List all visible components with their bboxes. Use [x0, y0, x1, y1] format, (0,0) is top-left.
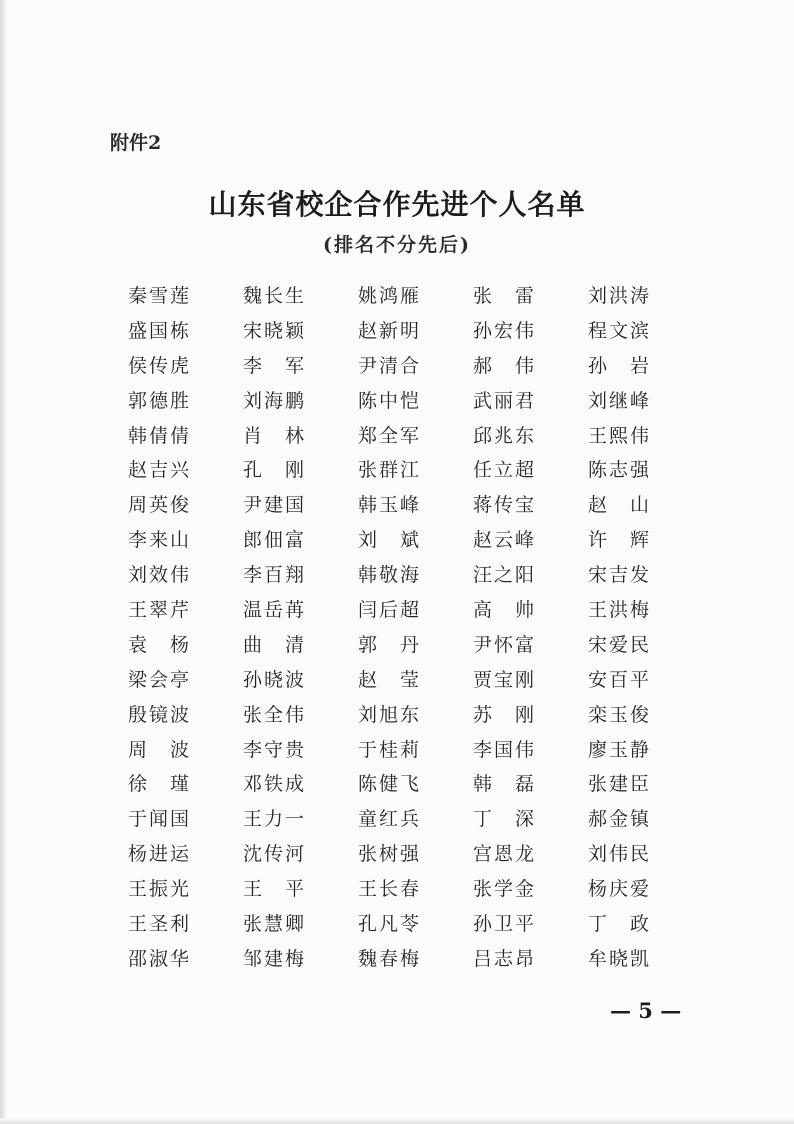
name-entry: 程文滨 — [588, 319, 652, 342]
name-entry: 廖玉静 — [588, 738, 652, 761]
name-entry: 吕志昂 — [473, 947, 537, 970]
name-entry: 张 雷 — [473, 285, 537, 307]
name-entry: 宋晓颖 — [243, 319, 307, 342]
name-entry: 周 波 — [128, 738, 192, 761]
name-entry: 徐 瑾 — [128, 773, 192, 796]
name-entry: 姚鸿雁 — [358, 285, 422, 307]
name-entry: 王熙伟 — [588, 424, 652, 447]
name-entry: 王 平 — [243, 878, 307, 901]
name-entry: 韩敬海 — [358, 564, 422, 587]
name-entry: 李 军 — [243, 354, 307, 377]
name-entry: 侯传虎 — [128, 354, 192, 377]
name-entry: 张树强 — [358, 843, 422, 866]
name-entry: 任立超 — [473, 459, 537, 482]
name-entry: 张学金 — [473, 878, 537, 901]
name-entry: 孙 岩 — [588, 354, 652, 377]
name-entry: 刘洪涛 — [588, 285, 652, 307]
name-entry: 王圣利 — [128, 913, 192, 936]
name-entry: 张慧卿 — [243, 913, 307, 936]
name-entry: 孙宏伟 — [473, 319, 537, 342]
name-entry: 盛国栋 — [128, 319, 192, 342]
page-number: — 5 — — [610, 998, 682, 1023]
name-entry: 赵 莹 — [358, 668, 422, 691]
name-entry: 王力一 — [243, 808, 307, 831]
name-entry: 贾宝刚 — [473, 668, 537, 691]
name-entry: 杨庆爱 — [588, 878, 652, 901]
name-entry: 韩倩倩 — [128, 424, 192, 447]
name-entry: 王洪梅 — [588, 599, 652, 622]
name-entry: 曲 清 — [243, 633, 307, 656]
name-entry: 许 辉 — [588, 529, 652, 552]
name-entry: 赵新明 — [358, 319, 422, 342]
name-entry: 王长春 — [358, 878, 422, 901]
name-entry: 栾玉俊 — [588, 703, 652, 726]
name-entry: 韩玉峰 — [358, 494, 422, 517]
name-entry: 于闻国 — [128, 808, 192, 831]
name-entry: 梁会亭 — [128, 668, 192, 691]
name-entry: 于桂莉 — [358, 738, 422, 761]
name-entry: 温岳苒 — [243, 599, 307, 622]
name-entry: 陈健飞 — [358, 773, 422, 796]
name-entry: 童红兵 — [358, 808, 422, 831]
name-entry: 刘旭东 — [358, 703, 422, 726]
name-entry: 宫恩龙 — [473, 843, 537, 866]
name-entry: 肖 林 — [243, 424, 307, 447]
name-entry: 杨进运 — [128, 843, 192, 866]
name-entry: 丁 深 — [473, 808, 537, 831]
name-entry: 郭 丹 — [358, 633, 422, 656]
name-entry: 魏长生 — [243, 285, 307, 307]
name-entry: 陈中恺 — [358, 389, 422, 412]
name-entry: 周英俊 — [128, 494, 192, 517]
name-entry: 李来山 — [128, 529, 192, 552]
scan-edge — [0, 1118, 794, 1124]
name-entry: 李守贵 — [243, 738, 307, 761]
name-entry: 邵淑华 — [128, 947, 192, 970]
name-entry: 郎佃富 — [243, 529, 307, 552]
page-title: 山东省校企合作先进个人名单 — [208, 188, 586, 221]
name-entry: 殷镜波 — [128, 703, 192, 726]
name-entry: 宋吉发 — [588, 564, 652, 587]
attachment-label: 附件2 — [110, 132, 162, 154]
name-entry: 尹清合 — [358, 354, 422, 377]
name-entry: 沈传河 — [243, 843, 307, 866]
name-entry: 宋爱民 — [588, 633, 652, 656]
name-entry: 闫后超 — [358, 599, 422, 622]
name-entry: 王翠芹 — [128, 599, 192, 622]
name-entry: 孔凡苓 — [358, 913, 422, 936]
names-list — [128, 281, 688, 979]
name-entry: 刘 斌 — [358, 529, 422, 552]
name-entry: 苏 刚 — [473, 703, 537, 726]
name-entry: 郭德胜 — [128, 389, 192, 412]
name-entry: 李国伟 — [473, 738, 537, 761]
name-entry: 刘伟民 — [588, 843, 652, 866]
name-entry: 赵吉兴 — [128, 459, 192, 482]
name-entry: 韩 磊 — [473, 773, 537, 796]
name-entry: 尹建国 — [243, 494, 307, 517]
name-entry: 邓铁成 — [243, 773, 307, 796]
name-entry: 尹怀富 — [473, 633, 537, 656]
name-entry: 秦雪莲 — [128, 285, 192, 307]
name-entry: 孙卫平 — [473, 913, 537, 936]
name-entry: 邱兆东 — [473, 424, 537, 447]
name-entry: 郝金镇 — [588, 808, 652, 831]
name-entry: 张全伟 — [243, 703, 307, 726]
name-entry: 郝 伟 — [473, 354, 537, 377]
name-entry: 张群江 — [358, 459, 422, 482]
name-entry: 牟晓凯 — [588, 947, 652, 970]
name-entry: 刘继峰 — [588, 389, 652, 412]
name-entry: 刘海鹏 — [243, 389, 307, 412]
name-entry: 魏春梅 — [358, 947, 422, 970]
name-entry: 李百翔 — [243, 564, 307, 587]
name-entry: 蒋传宝 — [473, 494, 537, 517]
page-subtitle: (排名不分先后) — [323, 234, 471, 256]
scan-edge — [0, 0, 6, 1124]
name-entry: 武丽君 — [473, 389, 537, 412]
name-entry: 邹建梅 — [243, 947, 307, 970]
name-entry: 高 帅 — [473, 599, 537, 622]
name-entry: 刘效伟 — [128, 564, 192, 587]
name-entry: 孔 刚 — [243, 459, 307, 482]
name-entry: 赵 山 — [588, 494, 652, 517]
name-entry: 孙晓波 — [243, 668, 307, 691]
name-entry: 陈志强 — [588, 459, 652, 482]
name-entry: 袁 杨 — [128, 633, 192, 656]
name-entry: 安百平 — [588, 668, 652, 691]
name-entry: 赵云峰 — [473, 529, 537, 552]
name-entry: 汪之阳 — [473, 564, 537, 587]
name-entry: 郑全军 — [358, 424, 422, 447]
name-entry: 张建臣 — [588, 773, 652, 796]
name-entry: 王振光 — [128, 878, 192, 901]
name-entry: 丁 政 — [588, 913, 652, 936]
